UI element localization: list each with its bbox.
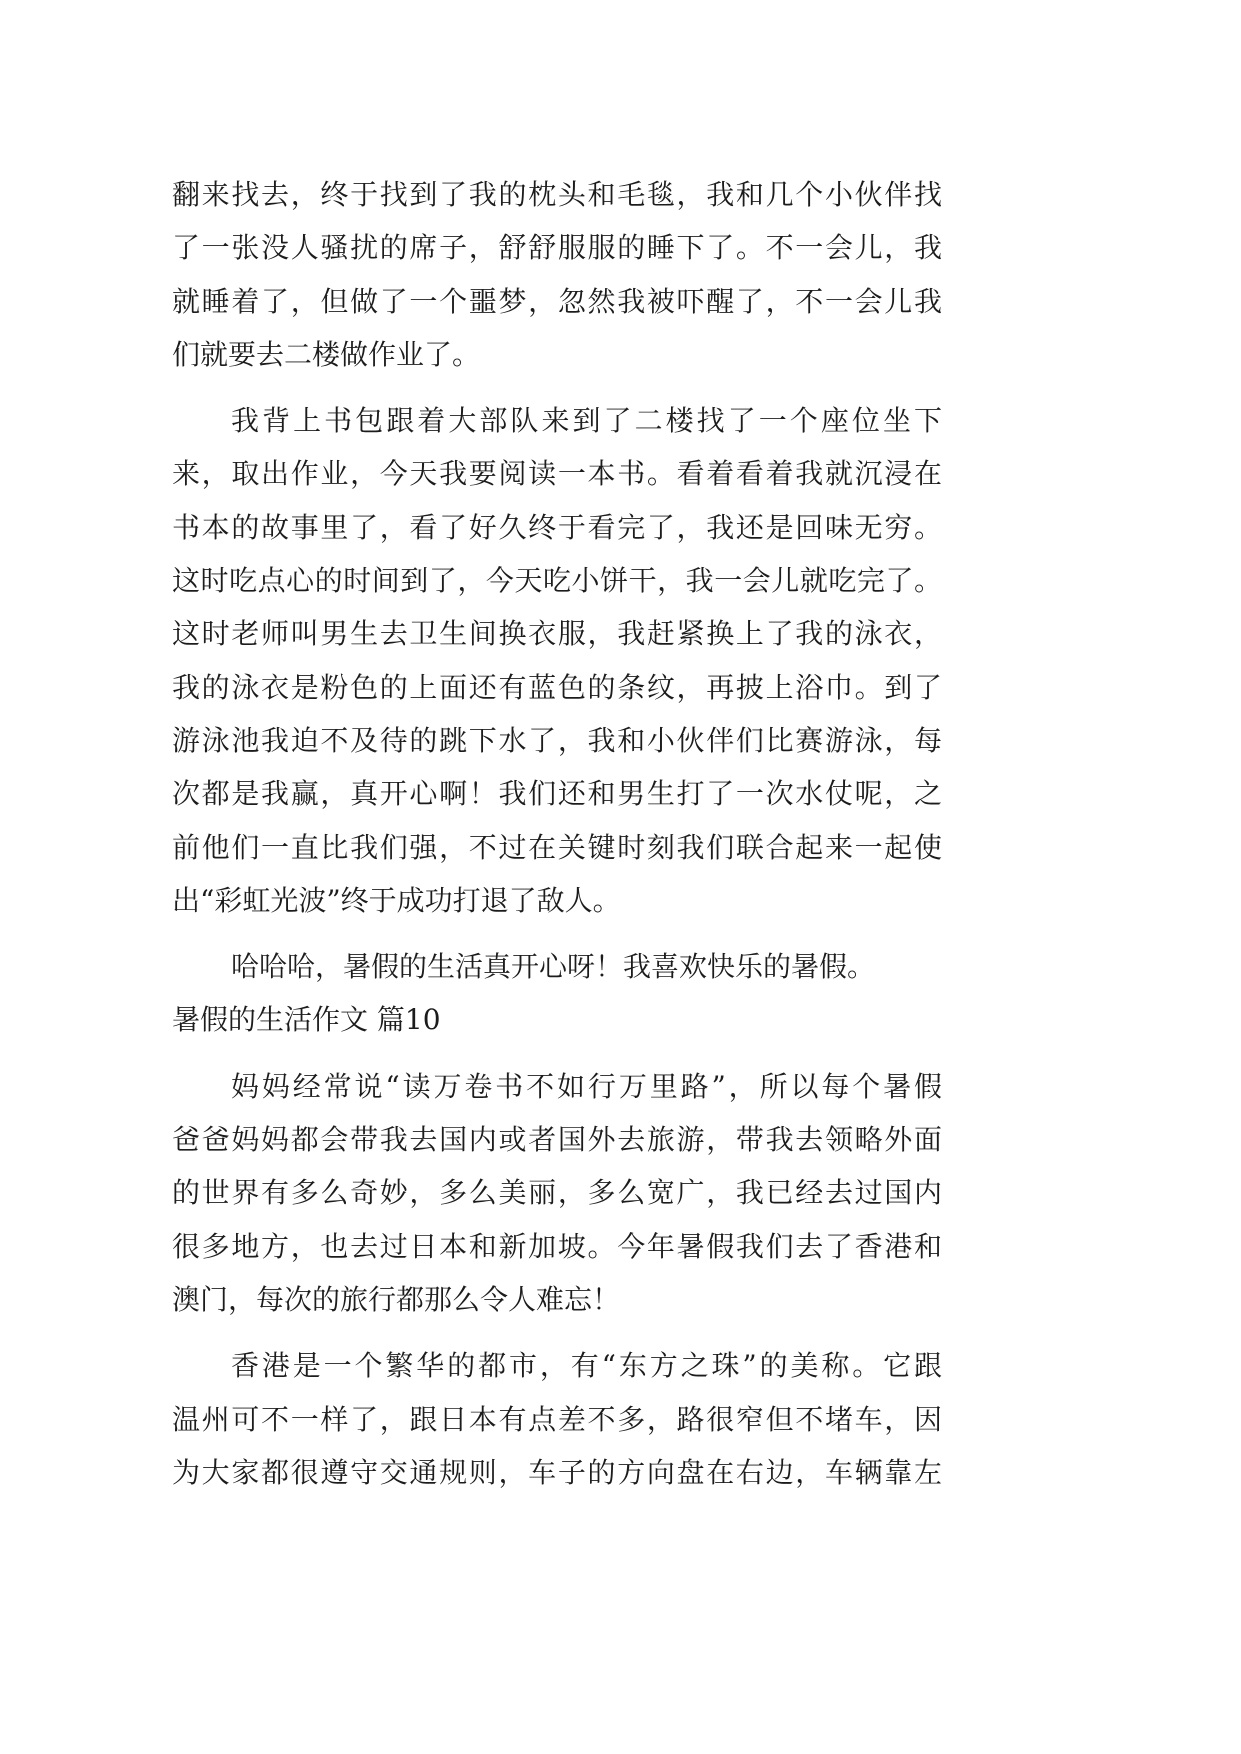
heading-text: 暑假的生活作文 篇10 (172, 1003, 441, 1037)
text-line: 温州可不一样了，跟日本有点差不多，路很窄但不堵车，因 (172, 1402, 942, 1436)
text-line: 我的泳衣是粉色的上面还有蓝色的条纹，再披上浴巾。到了 (172, 670, 942, 704)
paragraph (172, 1339, 942, 1499)
text-line: 游泳池我迫不及待的跳下水了，我和小伙伴们比赛游泳，每 (172, 723, 942, 757)
text-line: 的世界有多么奇妙，多么美丽，多么宽广，我已经去过国内 (172, 1176, 942, 1210)
document-body (172, 168, 942, 1499)
text-line: 很多地方，也去过日本和新加坡。今年暑假我们去了香港和 (172, 1229, 942, 1263)
text-line: 就睡着了，但做了一个噩梦，忽然我被吓醒了，不一会儿我 (172, 284, 942, 318)
paragraph (172, 394, 942, 927)
paragraph (172, 1060, 942, 1326)
text-line: 书本的故事里了，看了好久终于看完了，我还是回味无穷。 (172, 510, 942, 544)
text-line: 澳门，每次的旅行都那么令人难忘！ (172, 1282, 621, 1316)
text-line: 次都是我赢，真开心啊！我们还和男生打了一次水仗呢，之 (172, 777, 942, 811)
text-line: 这时老师叫男生去卫生间换衣服，我赶紧换上了我的泳衣， (172, 617, 942, 651)
text-line: 爸爸妈妈都会带我去国内或者国外去旅游，带我去领略外面 (172, 1123, 942, 1157)
text-line: 我背上书包跟着大部队来到了二楼找了一个座位坐下 (231, 404, 942, 438)
section-heading (172, 993, 942, 1046)
text-line: 们就要去二楼做作业了。 (172, 337, 481, 371)
text-line: 为大家都很遵守交通规则，车子的方向盘在右边，车辆靠左 (172, 1455, 942, 1489)
paragraph (172, 168, 942, 381)
text-line: 来，取出作业，今天我要阅读一本书。看着看着我就沉浸在 (172, 457, 942, 491)
text-line: 前他们一直比我们强，不过在关键时刻我们联合起来一起使 (172, 830, 942, 864)
text-line: 翻来找去，终于找到了我的枕头和毛毯，我和几个小伙伴找 (172, 178, 942, 211)
text-line: 出“彩虹光波”终于成功打退了敌人。 (172, 883, 621, 917)
text-line: 哈哈哈，暑假的生活真开心呀！我喜欢快乐的暑假。 (231, 950, 876, 984)
text-line: 香港是一个繁华的都市，有“东方之珠”的美称。它跟 (231, 1349, 942, 1383)
text-line: 妈妈经常说“读万卷书不如行万里路”，所以每个暑假 (231, 1069, 942, 1103)
paragraph (172, 940, 942, 993)
text-line: 了一张没人骚扰的席子，舒舒服服的睡下了。不一会儿，我 (172, 231, 942, 265)
text-line: 这时吃点心的时间到了，今天吃小饼干，我一会儿就吃完了。 (172, 564, 942, 598)
